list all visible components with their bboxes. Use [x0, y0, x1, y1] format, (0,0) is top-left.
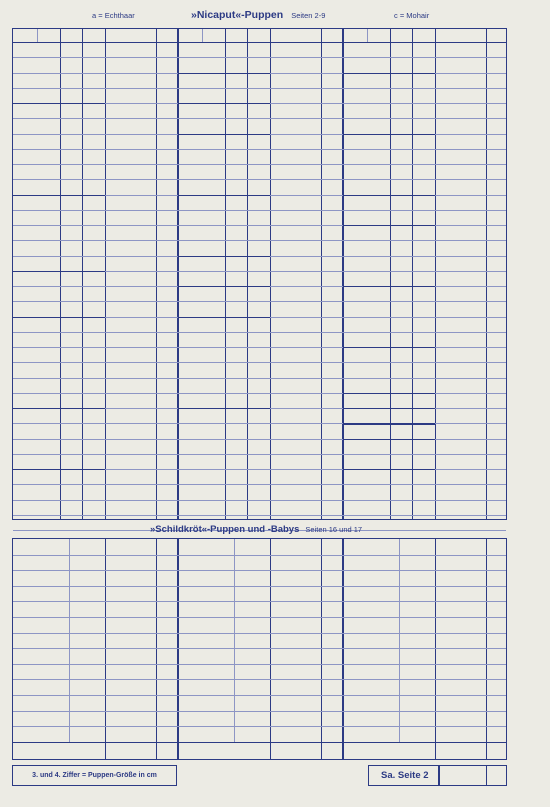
- block-rule: [13, 469, 105, 470]
- row-rule: [13, 726, 506, 727]
- block-rule: [343, 439, 435, 440]
- order-form-nicaput: [12, 28, 507, 520]
- block-rule: [178, 195, 270, 196]
- row-rule: [13, 164, 506, 165]
- section2-title-text: »Schildkröt«-Puppen und -Babys: [150, 524, 300, 535]
- header-rule: [13, 42, 506, 43]
- legend-echthaar: a = Echthaar: [92, 11, 135, 20]
- row-rule: [13, 570, 506, 571]
- page-total-label: Sa. Seite 2: [381, 770, 429, 781]
- section2-pages: Seiten 16 und 17: [305, 525, 363, 534]
- block-rule: [178, 286, 270, 287]
- row-rule: [13, 515, 506, 516]
- footer-note-box: [12, 765, 177, 786]
- block-rule: [343, 393, 435, 394]
- row-rule: [13, 695, 506, 696]
- block-rule: [13, 103, 105, 104]
- row-rule: [13, 179, 506, 180]
- row-rule: [13, 555, 506, 556]
- block-rule: [13, 317, 105, 318]
- block-rule: [343, 195, 435, 196]
- row-rule: [13, 240, 506, 241]
- row-rule: [13, 586, 506, 587]
- block-rule: [178, 408, 270, 409]
- block-rule: [343, 408, 435, 409]
- legend-mohair: c = Mohair: [394, 11, 430, 20]
- section-title-nicaput: [191, 9, 325, 21]
- order-form-schildkroet: [12, 538, 507, 760]
- sum-rule: [13, 742, 506, 743]
- block-rule: [343, 134, 435, 135]
- block-rule: [343, 347, 435, 348]
- row-rule: [13, 617, 506, 618]
- row-rule: [13, 500, 506, 501]
- block-rule: [13, 195, 105, 196]
- block-rule: [178, 317, 270, 318]
- row-rule: [13, 88, 506, 89]
- row-rule: [13, 648, 506, 649]
- row-rule: [13, 711, 506, 712]
- row-rule: [13, 454, 506, 455]
- block-rule: [343, 469, 435, 470]
- section-title-pages: Seiten 2-9: [291, 11, 326, 20]
- row-rule: [13, 362, 506, 363]
- block-rule: [13, 408, 105, 409]
- row-rule: [13, 210, 506, 211]
- row-rule: [13, 378, 506, 379]
- row-rule: [13, 633, 506, 634]
- section-title-schildkroet: [150, 524, 362, 535]
- row-rule: [13, 601, 506, 602]
- block-rule: [178, 256, 270, 257]
- row-rule: [13, 118, 506, 119]
- block-rule: [343, 423, 435, 424]
- row-rule: [13, 149, 506, 150]
- block-rule: [343, 225, 435, 226]
- block-rule: [178, 103, 270, 104]
- block-rule: [343, 286, 435, 287]
- block-rule: [343, 73, 435, 74]
- footer-note: 3. und 4. Ziffer = Puppen-Größe in cm: [32, 772, 157, 779]
- page-total-divider-pf: [486, 765, 487, 786]
- column-rule-art: [202, 29, 203, 42]
- row-rule: [13, 484, 506, 485]
- row-rule: [13, 679, 506, 680]
- page-total-divider: [438, 765, 440, 786]
- row-rule: [13, 664, 506, 665]
- section-title-text: »Nicaput«-Puppen: [191, 9, 284, 21]
- row-rule: [13, 301, 506, 302]
- column-rule-art: [367, 29, 368, 42]
- block-rule: [178, 134, 270, 135]
- row-rule: [13, 332, 506, 333]
- row-rule: [13, 57, 506, 58]
- block-rule: [178, 73, 270, 74]
- block-rule: [13, 271, 105, 272]
- column-rule-art: [37, 29, 38, 42]
